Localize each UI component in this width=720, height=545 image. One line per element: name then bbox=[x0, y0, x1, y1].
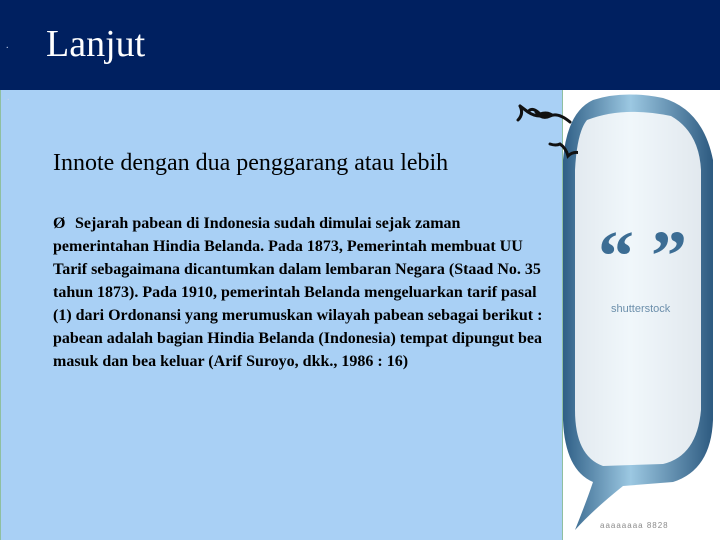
slide-title: Lanjut bbox=[46, 23, 146, 65]
bullet-text: Sejarah pabean di Indonesia sudah dimulai sejak zaman pemerintahan Hindia Belanda. Pada 1873, Pemerintah membuat UU Tarif sebagaimana dicantumkan dalam lembaran Negara (Staad No. 35 tahun 1873). Pada 1910, pemerintah Belanda mengeluarkan tarif pasal (1) dari Ordonansi yang merumuskan wilayah pabean sebagai berikut : pabean adalah bagian Hindia Belanda (Indonesia) tempat dipungut bea masuk dan bea keluar (Arif Suroyo, dkk., 1986 : 16) bbox=[53, 215, 543, 370]
quote-open: “ bbox=[598, 216, 634, 296]
quote-close: ” bbox=[651, 216, 687, 296]
arrow-bullet-icon: Ø bbox=[53, 215, 66, 232]
bullet-paragraph bbox=[53, 212, 543, 373]
watermark-text: shutterstock bbox=[611, 303, 671, 315]
speech-bubble-image bbox=[563, 90, 720, 540]
bullet-dot: . bbox=[7, 92, 10, 103]
image-credit: aaaaaaaa 8828 bbox=[600, 521, 669, 530]
birds-icon bbox=[508, 98, 578, 168]
slide-heading: Innote dengan dua penggarang atau lebih bbox=[53, 150, 449, 176]
bullet-dot: . bbox=[6, 40, 9, 51]
speech-bubble-icon bbox=[563, 90, 720, 540]
